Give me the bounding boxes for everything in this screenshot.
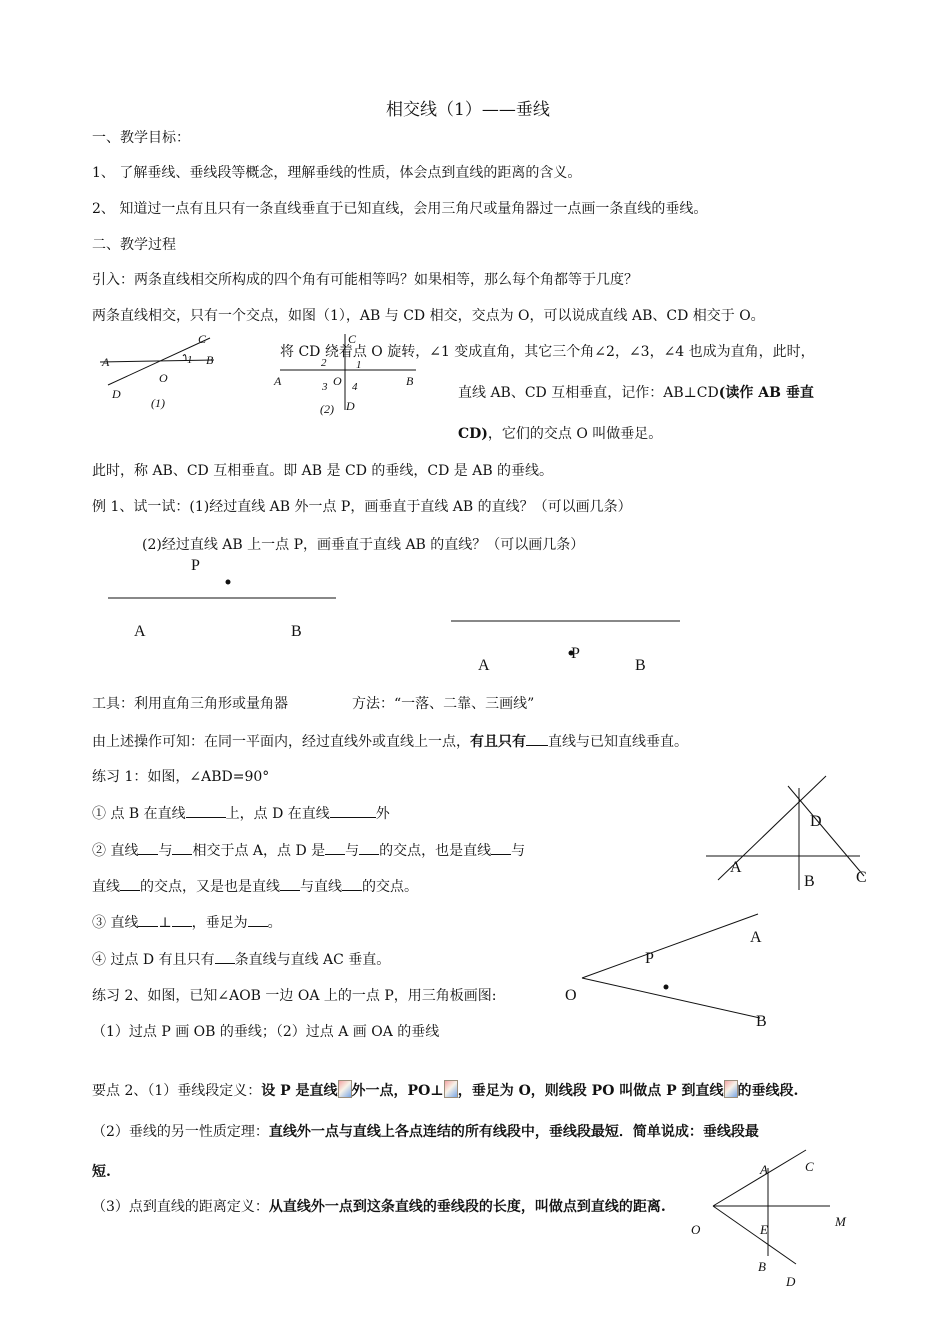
q2-text-c: 相交于点 A，点 D 是 (192, 843, 326, 859)
label-p: P (191, 557, 200, 574)
conclusion-part-c: 直线与已知直线垂直。 (548, 734, 688, 750)
label-d: D (346, 399, 355, 413)
label-a: A (102, 355, 110, 369)
label-angle-3: 3 (322, 381, 328, 393)
q2-text-b: 与 (158, 843, 173, 859)
q2-cont-b: 的交点，又是也是直线 (140, 879, 280, 895)
practice-2-angle-figure (582, 914, 760, 1018)
ray-ob (582, 978, 760, 1018)
q1-text-c: 外 (375, 806, 390, 822)
q3-text-d: 。 (267, 915, 282, 931)
key-1-text-d: 的垂线段. (737, 1083, 799, 1099)
q1-text-a: ① 点 B 在直线 (92, 806, 186, 822)
q2-text-a: ② 直线 (92, 843, 139, 859)
figure-1-intersecting-lines (100, 338, 214, 385)
ray-od (713, 1206, 796, 1264)
label-a: A (760, 1162, 768, 1177)
label-c: C (805, 1159, 814, 1174)
perp-notation: 直线 AB、CD 互相垂直，记作：AB⊥CD (458, 385, 719, 401)
figure-caption: (2) (320, 402, 334, 416)
label-angle-1: 1 (356, 359, 362, 371)
q2-cont-c: 与直线 (300, 879, 342, 895)
reading-note: (读作 AB 垂直 (718, 385, 814, 401)
point-p-dot (664, 985, 669, 990)
q2-text-e: 的交点，也是直线 (379, 843, 492, 859)
figure-caption: (1) (151, 396, 165, 410)
q1-text-b: 上，点 D 在直线 (225, 806, 330, 822)
label-angle-4: 4 (352, 381, 358, 393)
paragraph-2: 将 CD 绕着点 O 旋转，∠1 变成直角，其它三个角∠2，∠3，∠4 也成为直角，此时， (280, 344, 815, 360)
label-o: O (159, 371, 168, 385)
foot-definition: ，它们的交点 O 叫做垂足。 (487, 426, 663, 442)
ray-oa (582, 914, 758, 978)
q2-text-f: 与 (511, 843, 526, 859)
practice-2-heading: 练习 2、如图，已知∠AOB 一边 OA 上的一点 P，用三角板画图: (92, 988, 497, 1004)
method-text: 方法：“一落、二靠、三画线” (352, 696, 535, 712)
key-3-text: 从直线外一点到这条直线的垂线段的长度，叫做点到直线的距离. (268, 1199, 666, 1215)
example-1-part-2: (2)经过直线 AB 上一点 P，画垂直于直线 AB 的直线？（可以画几条） (142, 537, 585, 553)
key-2-label: （2）垂线的另一性质定理： (92, 1124, 269, 1140)
key-1-text-c: ，垂足为 O，则线段 PO 叫做点 P 到直线 (457, 1083, 724, 1099)
q3-text-a: ③ 直线 (92, 915, 139, 931)
label-d: D (786, 1274, 796, 1289)
key-2-text: 直线外一点与直线上各点连结的所有线段中，垂线段最短．简单说成：垂线段最 (268, 1124, 759, 1140)
point-p-dot (226, 580, 231, 585)
label-b: B (206, 353, 214, 367)
label-b: B (758, 1259, 766, 1274)
q4-text-a: ④ 过点 D 有且只有 (92, 952, 215, 968)
goal-2: 2、 知道过一点有且只有一条直线垂直于已知直线，会用三角尺或量角器过一点画一条直线的垂线。 (92, 201, 708, 217)
page-title: 相交线（1）——垂线 (386, 100, 550, 120)
ray-oc (713, 1150, 806, 1206)
label-c: C (198, 332, 207, 346)
q3-text-c: ，垂足为 (191, 915, 248, 931)
key-1-text-a: 设 P 是直线 (261, 1083, 338, 1099)
practice-2-tasks: （1）过点 P 画 OB 的垂线；（2）过点 A 画 OA 的垂线 (92, 1024, 440, 1040)
tools-text: 工具：利用直角三角形或量角器 (92, 696, 288, 712)
label-b: B (635, 657, 646, 674)
label-m: M (835, 1214, 846, 1229)
label-a: A (750, 929, 762, 946)
label-d: D (112, 387, 121, 401)
label-angle-2: 2 (321, 357, 327, 369)
label-o: O (691, 1222, 701, 1237)
label-c: C (856, 869, 867, 886)
label-o: O (333, 374, 342, 388)
label-b: B (291, 623, 302, 640)
line-ab (100, 360, 214, 362)
q4-text-b: 条直线与直线 AC 垂直。 (234, 952, 391, 968)
key-1-label: 要点 2、（1）垂线段定义： (92, 1083, 262, 1099)
paragraph-1: 两条直线相交，只有一个交点，如图（1），AB 与 CD 相交，交点为 O，可以说成直线 AB、CD 相交于 O。 (92, 308, 765, 324)
label-p: P (571, 645, 580, 662)
label-c: C (348, 332, 357, 346)
key-3-label: （3）点到直线的距离定义： (92, 1199, 269, 1215)
paragraph-5: 此时，称 AB、CD 互相垂直。即 AB 是 CD 的垂线，CD 是 AB 的垂线。 (92, 463, 554, 479)
angle-1-arc (183, 355, 186, 360)
label-a: A (730, 859, 742, 876)
section-heading-process: 二、教学过程 (92, 237, 176, 253)
label-b: B (804, 873, 815, 890)
label-b: B (406, 374, 414, 388)
intro-text: 引入：两条直线相交所构成的四个角有可能相等吗？如果相等，那么每个角都等于几度？ (92, 272, 638, 288)
label-o: O (565, 987, 577, 1004)
label-angle-1: 1 (187, 354, 193, 366)
conclusion-emphasis: 有且只有 (470, 734, 526, 750)
reading-note-end: CD) (458, 426, 488, 442)
label-b: B (756, 1013, 767, 1030)
q2-cont-d: 的交点。 (362, 879, 418, 895)
key-point-2-cont: 短. (92, 1164, 111, 1180)
example-1-part-1: 例 1、试一试：(1)经过直线 AB 外一点 P，画垂直于直线 AB 的直线？（可以画几条） (92, 499, 632, 515)
q2-cont-a: 直线 (92, 879, 120, 895)
practice-1-heading: 练习 1：如图，∠ABD=90° (92, 769, 270, 785)
label-a: A (274, 374, 282, 388)
conclusion-part-a: 由上述操作可知：在同一平面内，经过直线外或直线上一点， (92, 734, 470, 750)
section-heading-goals: 一、教学目标： (92, 130, 190, 146)
label-e: E (760, 1222, 768, 1237)
key-1-text-b: 外一点，PO⊥ (351, 1083, 444, 1099)
label-a: A (478, 657, 490, 674)
label-d: D (810, 813, 822, 830)
label-p: P (645, 950, 654, 967)
label-a: A (134, 623, 146, 640)
goal-1: 1、 了解垂线、垂线段等概念，理解垂线的性质，体会点到直线的距离的含义。 (92, 165, 582, 181)
q2-text-d: 与 (345, 843, 360, 859)
q3-text-b: ⊥ (158, 915, 172, 931)
